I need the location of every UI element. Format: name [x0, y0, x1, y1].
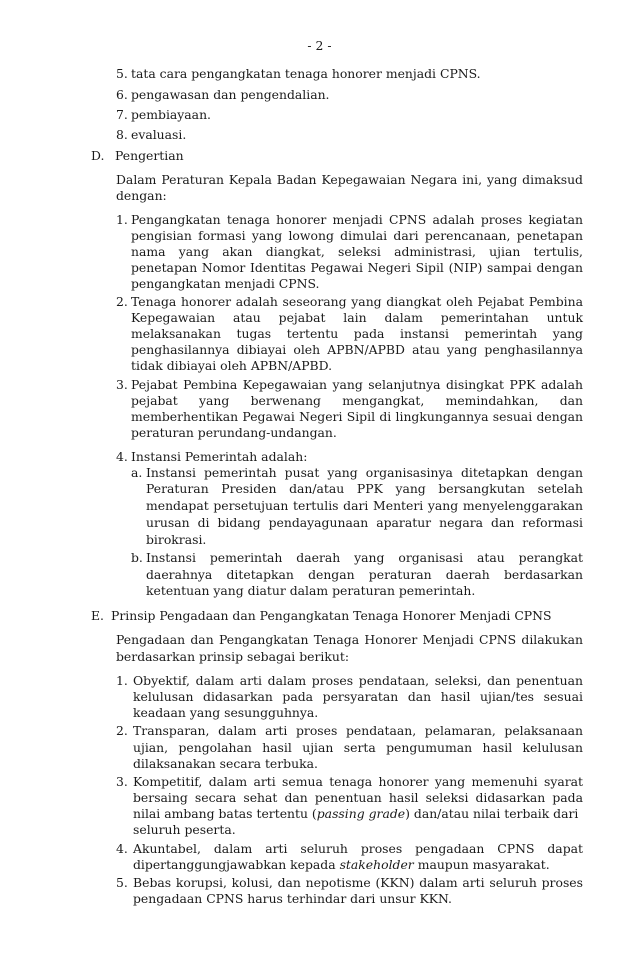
list-number: 3. — [116, 774, 128, 789]
sublist-item-line: urusan di bidang pendayagunaan aparatur negara dan reformasi — [146, 515, 583, 530]
list-number: 3. — [116, 377, 128, 392]
list-item-line: Instansi Pemerintah adalah: — [131, 449, 308, 464]
list-number: 2. — [116, 723, 128, 738]
list-item-line: Kepegawaian atau pejabat lain dalam pemerintahan untuk — [131, 310, 583, 325]
page-number: - 2 - — [307, 38, 332, 53]
list-item-line: ujian, pengolahan hasil ujian serta pengumuman hasil kelulusan — [133, 740, 583, 755]
list-item-line: pengadaan CPNS harus terhindar dari unsur KKN. — [133, 891, 452, 906]
list-item-line: nilai ambang batas tertentu (passing grade) dan/atau nilai terbaik dari — [133, 806, 579, 821]
sublist-letter: b. — [131, 550, 143, 565]
sublist-item-line: Instansi pemerintah daerah yang organisasi atau perangkat — [146, 550, 583, 565]
italic-term: passing grade — [316, 806, 406, 821]
sublist-letter: a. — [131, 465, 143, 480]
list-number: 2. — [116, 294, 128, 309]
sublist-item-line: mendapat persetujuan tertulis dari Menteri yang menyelenggarakan — [146, 498, 583, 513]
list-number: 4. — [116, 449, 128, 464]
list-item-line: pengisian formasi yang lowong dimulai dari perencanaan, penetapan — [131, 228, 583, 243]
list-item-line: bersaing secara sehat dan penentuan hasil seleksi didasarkan pada — [133, 790, 583, 805]
list-item-line: memberhentikan Pegawai Negeri Sipil di lingkungannya sesuai dengan — [131, 409, 583, 424]
paragraph-line: Pengadaan dan Pengangkatan Tenaga Honorer Menjadi CPNS dilakukan — [116, 632, 583, 647]
list-number: 1. — [116, 673, 128, 688]
list-item-line: penetapan Nomor Identitas Pegawai Negeri Sipil (NIP) sampai dengan — [131, 260, 583, 275]
list-item-line: Pengangkatan tenaga honorer menjadi CPNS adalah proses kegiatan — [131, 212, 583, 227]
sublist-item-line: ketentuan yang diatur dalam peraturan pemerintah. — [146, 583, 476, 598]
list-item-line: Bebas korupsi, kolusi, dan nepotisme (KKN) dalam arti seluruh proses — [133, 875, 583, 890]
list-number: 7. — [116, 107, 128, 122]
list-number: 5. — [116, 66, 128, 81]
list-item: evaluasi. — [131, 127, 187, 142]
list-item-line: melaksanakan tugas tertentu pada instansi pemerintah yang — [131, 326, 583, 341]
list-item-line: Transparan, dalam arti proses pendataan, pelamaran, pelaksanaan — [133, 723, 583, 738]
list-item-line: pejabat yang berwenang mengangkat, memindahkan, dan — [131, 393, 583, 408]
list-item-line: Kompetitif, dalam arti semua tenaga honorer yang memenuhi syarat — [133, 774, 583, 789]
list-number: 5. — [116, 875, 128, 890]
list-item-line: kelulusan didasarkan pada persyaratan dan hasil ujian/tes sesuai — [133, 689, 583, 704]
list-item-line: seluruh peserta. — [133, 822, 236, 837]
list-item-line: Pejabat Pembina Kepegawaian yang selanjutnya disingkat PPK adalah — [131, 377, 583, 392]
list-item-line: dilaksanakan secara terbuka. — [133, 756, 318, 771]
list-item-line: Tenaga honorer adalah seseorang yang diangkat oleh Pejabat Pembina — [131, 294, 583, 309]
sublist-item-line: birokrasi. — [146, 532, 207, 547]
paragraph-line: berdasarkan prinsip sebagai berikut: — [116, 649, 350, 664]
list-item-line: Akuntabel, dalam arti seluruh proses pengadaan CPNS dapat — [133, 841, 583, 856]
sublist-item-line: Peraturan Presiden dan/atau PPK yang bersangkutan setelah — [146, 481, 583, 496]
section-heading: Pengertian — [115, 148, 184, 163]
list-number: 4. — [116, 841, 128, 856]
section-heading: Prinsip Pengadaan dan Pengangkatan Tenaga Honorer Menjadi CPNS — [111, 608, 552, 623]
list-item: tata cara pengangkatan tenaga honorer menjadi CPNS. — [131, 66, 481, 81]
list-item: pengawasan dan pengendalian. — [131, 87, 330, 102]
list-item-line: peraturan perundang-undangan. — [131, 425, 337, 440]
paragraph-line: dengan: — [116, 188, 167, 203]
section-letter: D. — [91, 148, 105, 163]
list-item-line: tidak dibiayai oleh APBN/APBD. — [131, 358, 333, 373]
list-item-line: Obyektif, dalam arti dalam proses pendataan, seleksi, dan penentuan — [133, 673, 583, 688]
list-number: 6. — [116, 87, 128, 102]
italic-term: stakeholder — [339, 857, 414, 872]
section-letter: E. — [91, 608, 104, 623]
list-item-line: nama yang akan diangkat, seleksi administrasi, ujian tertulis, — [131, 244, 583, 259]
list-number: 8. — [116, 127, 128, 142]
paragraph-line: Dalam Peraturan Kepala Badan Kepegawaian Negara ini, yang dimaksud — [116, 172, 583, 187]
list-item-line: dipertanggungjawabkan kepada stakeholder maupun masyarakat. — [133, 857, 550, 872]
sublist-item-line: daerahnya ditetapkan dengan peraturan daerah berdasarkan — [146, 567, 583, 582]
list-item-line: penghasilannya dibiayai oleh APBN/APBD atau yang penghasilannya — [131, 342, 583, 357]
list-number: 1. — [116, 212, 128, 227]
list-item-line: pengangkatan menjadi CPNS. — [131, 276, 320, 291]
list-item: pembiayaan. — [131, 107, 211, 122]
sublist-item-line: Instansi pemerintah pusat yang organisasinya ditetapkan dengan — [146, 465, 583, 480]
list-item-line: keadaan yang sesungguhnya. — [133, 705, 319, 720]
